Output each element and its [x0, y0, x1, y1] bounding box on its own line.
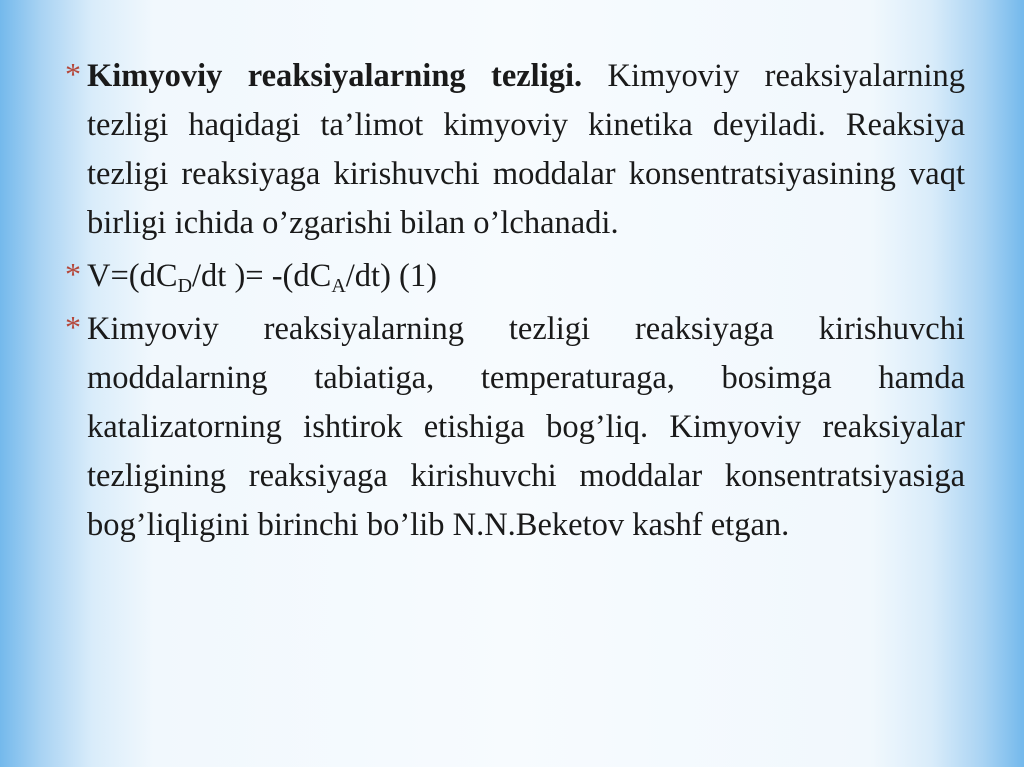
bullet-rate-factors — [65, 305, 965, 550]
formula-part: V=(dC — [87, 258, 178, 294]
formula — [87, 258, 437, 297]
bullet-text: Kimyoviy reaksiyalarning tezligi reaksiyaga kirishuvchi moddalarning tabiatiga, temperaturaga, bosimga hamda katalizatorning ishtirok etishiga bog’liq. Kimyoviy reaksiyalar tezligining reaksiyaga kirishuvchi moddalar konsentratsiyasiga bog’liqligini birinchi bo’lib N.N.Beketov kashf etgan. — [87, 311, 965, 543]
formula-part: /dt) (1) — [345, 258, 437, 294]
formula-part: /dt )= -(dC — [192, 258, 332, 294]
bullet-text: Kimyoviy reaksiyalarning tezligi haqidagi ta’limot kimyoviy kinetika deyiladi. Reaksiya tezligi reaksiyaga kirishuvchi moddalar konsentratsiyasining vaqt birligi ichida o’zgarishi bilan o’lchanadi. — [87, 58, 965, 241]
slide-content — [65, 52, 965, 550]
bullet-star-icon: * — [65, 309, 81, 345]
bullet-heading: Kimyoviy reaksiyalarning tezligi. — [87, 58, 583, 94]
bullet-rate-formula — [65, 252, 965, 301]
formula-subscript: A — [331, 275, 346, 297]
bullet-reaction-rate-definition — [65, 52, 965, 248]
formula-subscript: D — [177, 275, 193, 297]
bullet-star-icon: * — [65, 256, 81, 292]
bullet-star-icon: * — [65, 56, 81, 92]
